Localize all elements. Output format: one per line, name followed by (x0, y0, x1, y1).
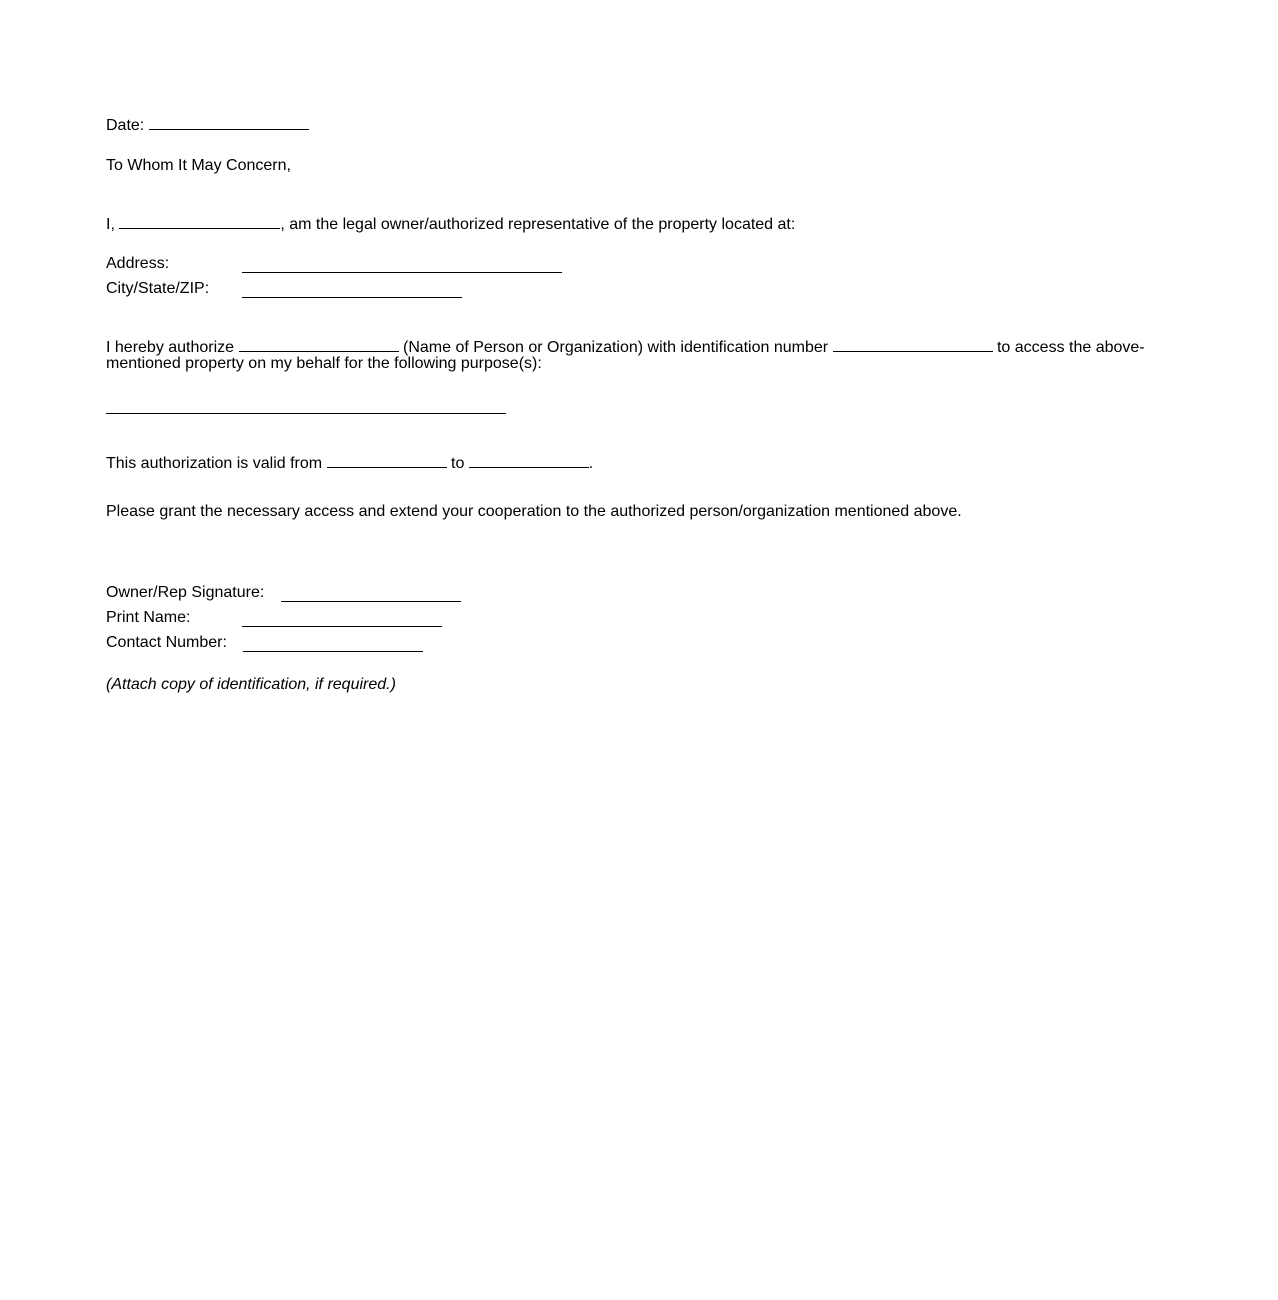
salutation: To Whom It May Concern, (106, 157, 291, 174)
purpose-field[interactable] (106, 412, 506, 414)
authorization-line-1 (106, 337, 1145, 357)
authorized-person-field[interactable] (239, 337, 399, 352)
owner-prefix: I, (106, 216, 115, 233)
validity-suffix: . (588, 455, 594, 472)
valid-to-field[interactable] (469, 453, 589, 468)
authorize-middle: (Name of Person or Organization) with identification number (402, 339, 829, 356)
validity-middle: to (451, 455, 465, 472)
date-field[interactable] (149, 115, 309, 130)
signature-field[interactable] (281, 600, 461, 602)
city-state-zip-field[interactable] (242, 296, 462, 298)
city-state-zip-label: City/State/ZIP: (106, 280, 210, 297)
address-label: Address: (106, 255, 170, 272)
date-label: Date: (106, 117, 145, 134)
contact-number-field[interactable] (243, 650, 423, 652)
owner-suffix: , am the legal owner/authorized representative of the property located at: (280, 216, 796, 233)
contact-number-label: Contact Number: (106, 634, 227, 651)
authorization-line-2: mentioned property on my behalf for the following purpose(s): (106, 355, 542, 372)
print-name-label: Print Name: (106, 609, 191, 626)
address-field[interactable] (242, 271, 562, 273)
validity-prefix: This authorization is valid from (106, 455, 323, 472)
valid-from-field[interactable] (327, 453, 447, 468)
print-name-field[interactable] (242, 625, 442, 627)
authorize-suffix: to access the above- (996, 339, 1145, 356)
owner-statement (106, 214, 795, 234)
identification-number-field[interactable] (833, 337, 993, 352)
owner-name-field[interactable] (119, 214, 280, 229)
signature-label: Owner/Rep Signature: (106, 584, 265, 601)
request-paragraph: Please grant the necessary access and extend your cooperation to the authorized person/organization mentioned above. (106, 503, 962, 520)
identification-note: (Attach copy of identification, if required.) (106, 676, 396, 693)
date-line (106, 115, 309, 135)
authorize-prefix: I hereby authorize (106, 339, 235, 356)
validity-line (106, 453, 593, 473)
